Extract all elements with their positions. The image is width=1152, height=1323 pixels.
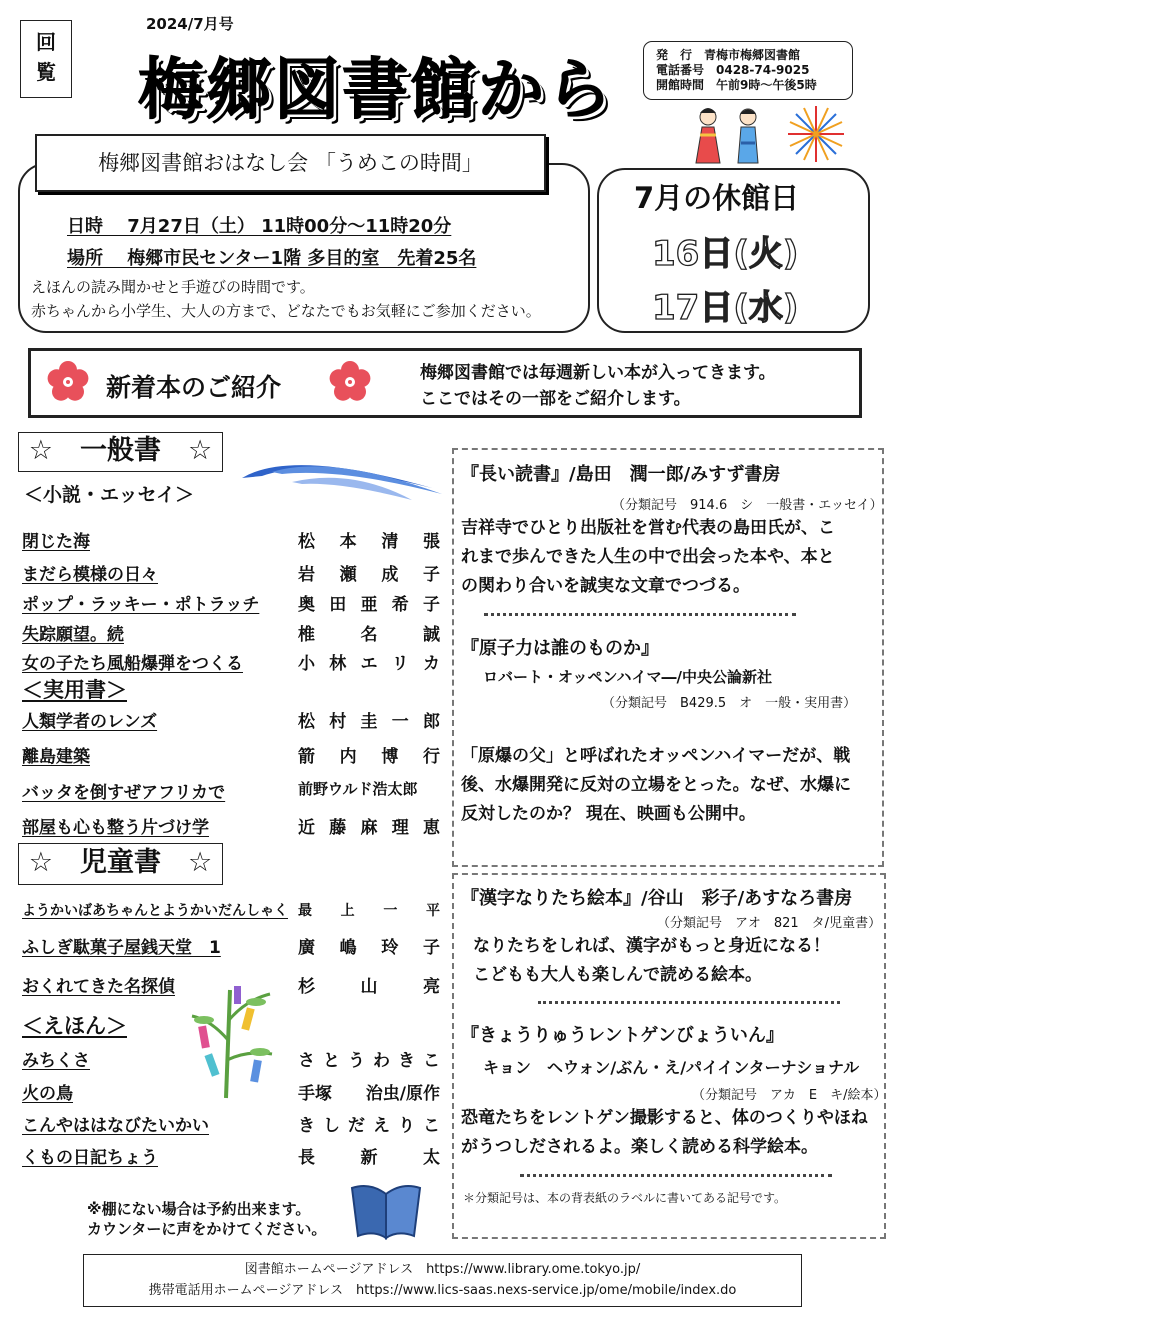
novel-author: 岩 瀬 成 子 [298, 565, 440, 585]
practical-label: ＜実用書＞ [22, 678, 127, 702]
review-2-title: 『原子力は誰のものか』 [461, 638, 659, 659]
publisher-line-1: 発 行 青梅市梅郷図書館 [656, 48, 801, 62]
practical-book-author: 箭 内 博 行 [298, 747, 440, 767]
review-3-class: （分類記号 アオ 821 タ/児童書） [657, 916, 882, 931]
review-4-line-1: 恐竜たちをレントゲン撮影すると、体のつくりやほね [461, 1108, 868, 1128]
firework-icon [786, 104, 846, 164]
publisher-line-2: 電話番号 0428-74-9025 [656, 63, 810, 77]
library-homepage-address[interactable]: 図書館ホームページアドレス https://www.library.ome.tokyo.jp/ [244, 1262, 641, 1277]
general-books-heading-text: ☆ 一般書 ☆ [28, 435, 213, 466]
practical-book-row [22, 778, 442, 802]
review-1-body [461, 514, 835, 601]
publisher-line-3: 開館時間 午前9時～午後5時 [656, 78, 817, 92]
children-book-title[interactable]: ふしぎ駄菓子屋銭天堂 1 [22, 938, 221, 958]
picture-book-row [22, 1111, 442, 1135]
review-4-title: 『きょうりゅうレントゲンびょういん』 [461, 1025, 784, 1046]
circulate-stamp [20, 20, 72, 98]
practical-book-row [22, 813, 442, 837]
novel-title[interactable]: 失踪願望。続 [22, 625, 124, 645]
review-1-line-1: 吉祥寺でひとり出版社を営む代表の島田氏が、こ [461, 518, 835, 538]
swoosh-decoration [232, 448, 446, 504]
general-books-heading [18, 432, 223, 472]
storytime-place: 場所 梅郷市民センター1階 多目的室 先着25名 [67, 248, 477, 269]
review-2-line-1: 「原爆の父」と呼ばれたオッペンハイマーだが、戦 [461, 746, 851, 766]
novel-author: 小 林 エ リ カ [298, 654, 440, 674]
children-book-author: 杉 山 亮 [298, 977, 440, 997]
review-1-line-3: の関わり合いを誠実な文章でつづる。 [461, 576, 750, 596]
reserve-note-1: ※棚にない場合は予約出来ます。 [87, 1200, 311, 1218]
classification-footnote: ＊分類記号は、本の背表紙のラベルに書いてある記号です。 [463, 1191, 787, 1205]
circulate-stamp-char-1: 回 [36, 30, 56, 54]
plum-blossom-icon [328, 360, 372, 404]
closed-day-1: 16日(火) [652, 234, 799, 274]
novel-author: 奥 田 亜 希 子 [298, 595, 440, 615]
dotted-divider [520, 1174, 832, 1177]
review-2-author: ロバート・オッペンハイマ―/中央公論新社 [483, 668, 772, 686]
children-book-author: 最 上 一 平 [298, 903, 440, 919]
newsletter-title: 梅郷図書館から [138, 51, 614, 128]
novel-title[interactable]: 女の子たち風船爆弾をつくる [22, 654, 243, 674]
closed-day-2: 17日(水) [652, 288, 799, 328]
practical-book-title[interactable]: 離島建築 [22, 747, 90, 767]
closed-days-title: 7月の休館日 [634, 181, 800, 215]
dotted-divider [484, 613, 796, 616]
storytime-desc-2: 赤ちゃんから小学生、大人の方まで、どなたでもお気軽にご参加ください。 [31, 302, 541, 320]
picture-book-title[interactable]: くもの日記ちょう [22, 1148, 158, 1168]
circulate-stamp-char-2: 覧 [36, 60, 56, 84]
review-4-class: （分類記号 アカ E キ/絵本） [692, 1088, 887, 1103]
novel-author: 椎 名 誠 [298, 625, 440, 645]
review-1-class: （分類記号 914.6 シ 一般書・エッセイ） [612, 498, 883, 513]
children-book-title[interactable]: ようかいばあちゃんとようかいだんしゃく [22, 903, 288, 919]
picture-book-author: 手塚 治虫/原作 [298, 1084, 440, 1104]
novel-title[interactable]: まだら模様の日々 [22, 565, 158, 585]
storytime-desc-1: えほんの読み聞かせと手遊びの時間です。 [31, 278, 315, 296]
review-2-class: （分類記号 B429.5 オ 一般・実用書） [602, 696, 857, 711]
issue-label: 2024/7月号 [146, 15, 234, 33]
picture-book-author: 長 新 太 [298, 1148, 440, 1168]
review-1-line-2: れまで歩んできた人生の中で出会った本や、本と [461, 547, 835, 567]
open-book-icon [348, 1180, 424, 1240]
children-books-heading-text: ☆ 児童書 ☆ [28, 847, 213, 878]
practical-book-author: 松 村 圭 一 郎 [298, 712, 440, 732]
children-books-heading [18, 843, 223, 885]
novel-title[interactable]: 閉じた海 [22, 532, 90, 552]
review-3-line-1: なりたちをしれば、漢字がもっと身近になる！ [473, 936, 830, 956]
review-1-title: 『長い読書』/島田 潤一郎/みすず書房 [461, 464, 781, 485]
children-book-author: 廣 嶋 玲 子 [298, 938, 440, 958]
review-4-author: キョン ヘウォン/ぶん・え/パイインターナショナル [483, 1058, 860, 1077]
novel-row [22, 527, 442, 551]
storytime-title-box [35, 134, 546, 192]
picture-book-title[interactable]: 火の鳥 [22, 1084, 73, 1104]
new-books-title: 新着本のご紹介 [106, 373, 282, 402]
new-books-desc-2: ここではその一部をご紹介します。 [420, 389, 691, 409]
practical-book-row [22, 707, 442, 731]
storytime-title: 梅郷図書館おはなし会 「うめこの時間」 [98, 151, 483, 175]
practical-book-title[interactable]: バッタを倒すぜアフリカで [22, 783, 226, 803]
picture-book-title[interactable]: みちくさ [22, 1051, 90, 1071]
picture-books-label: ＜えほん＞ [22, 1014, 127, 1038]
review-3-line-2: こどもも大人も楽しんで読める絵本。 [473, 965, 762, 985]
review-2-line-3: 反対したのか？ 現在、映画も公開中。 [461, 804, 756, 824]
practical-book-author: 近 藤 麻 理 恵 [298, 818, 440, 838]
novel-row [22, 590, 442, 614]
dotted-divider [538, 1001, 840, 1004]
tanabata-figures-illustration [688, 105, 768, 167]
new-books-desc-1: 梅郷図書館では毎週新しい本が入ってきます。 [420, 363, 776, 383]
publisher-info [643, 41, 853, 100]
review-4-body [461, 1104, 868, 1162]
novel-row [22, 560, 442, 584]
children-book-row [22, 900, 442, 924]
review-2-body [461, 742, 851, 829]
novel-row [22, 649, 442, 673]
plum-blossom-icon [46, 360, 90, 404]
bamboo-tanzaku-illustration [186, 980, 278, 1100]
children-book-title[interactable]: おくれてきた名探偵 [22, 977, 175, 997]
picture-book-author: さ と う わ き こ [298, 1051, 440, 1071]
orihime-figure [696, 108, 720, 163]
storytime-datetime: 日時 7月27日（土） 11時00分～11時20分 [67, 216, 452, 237]
review-3-body [473, 932, 830, 990]
novel-essay-label: ＜小説・エッセイ＞ [24, 484, 195, 506]
children-book-row [22, 933, 442, 957]
hikoboshi-figure [738, 109, 758, 163]
picture-book-author: き し だ え り こ [298, 1116, 440, 1136]
novel-row [22, 620, 442, 644]
picture-book-title[interactable]: こんやははなびたいかい [22, 1116, 209, 1136]
reserve-note-2: カウンターに声をかけてください。 [87, 1220, 327, 1238]
review-4-line-2: がうつしだされるよ。楽しく読める科学絵本。 [461, 1137, 818, 1157]
practical-book-row [22, 742, 442, 766]
novel-title[interactable]: ポップ・ラッキー・ポトラッチ [22, 595, 260, 615]
picture-book-row [22, 1143, 442, 1167]
review-3-title: 『漢字なりたち絵本』/谷山 彩子/あすなろ書房 [461, 888, 853, 909]
novel-author: 松 本 清 張 [298, 532, 440, 552]
mobile-homepage-address[interactable]: 携帯電話用ホームページアドレス https://www.lics-saas.nexs-service.jp/ome/mobile/index.do [148, 1283, 737, 1298]
footer-address-box [83, 1254, 802, 1307]
review-2-line-2: 後、水爆開発に反対の立場をとった。なぜ、水爆に [461, 775, 852, 795]
practical-book-title[interactable]: 部屋も心も整う片づけ学 [22, 818, 209, 838]
practical-book-author: 前野ウルド浩太郎 [298, 780, 418, 798]
practical-book-title[interactable]: 人類学者のレンズ [22, 712, 158, 732]
